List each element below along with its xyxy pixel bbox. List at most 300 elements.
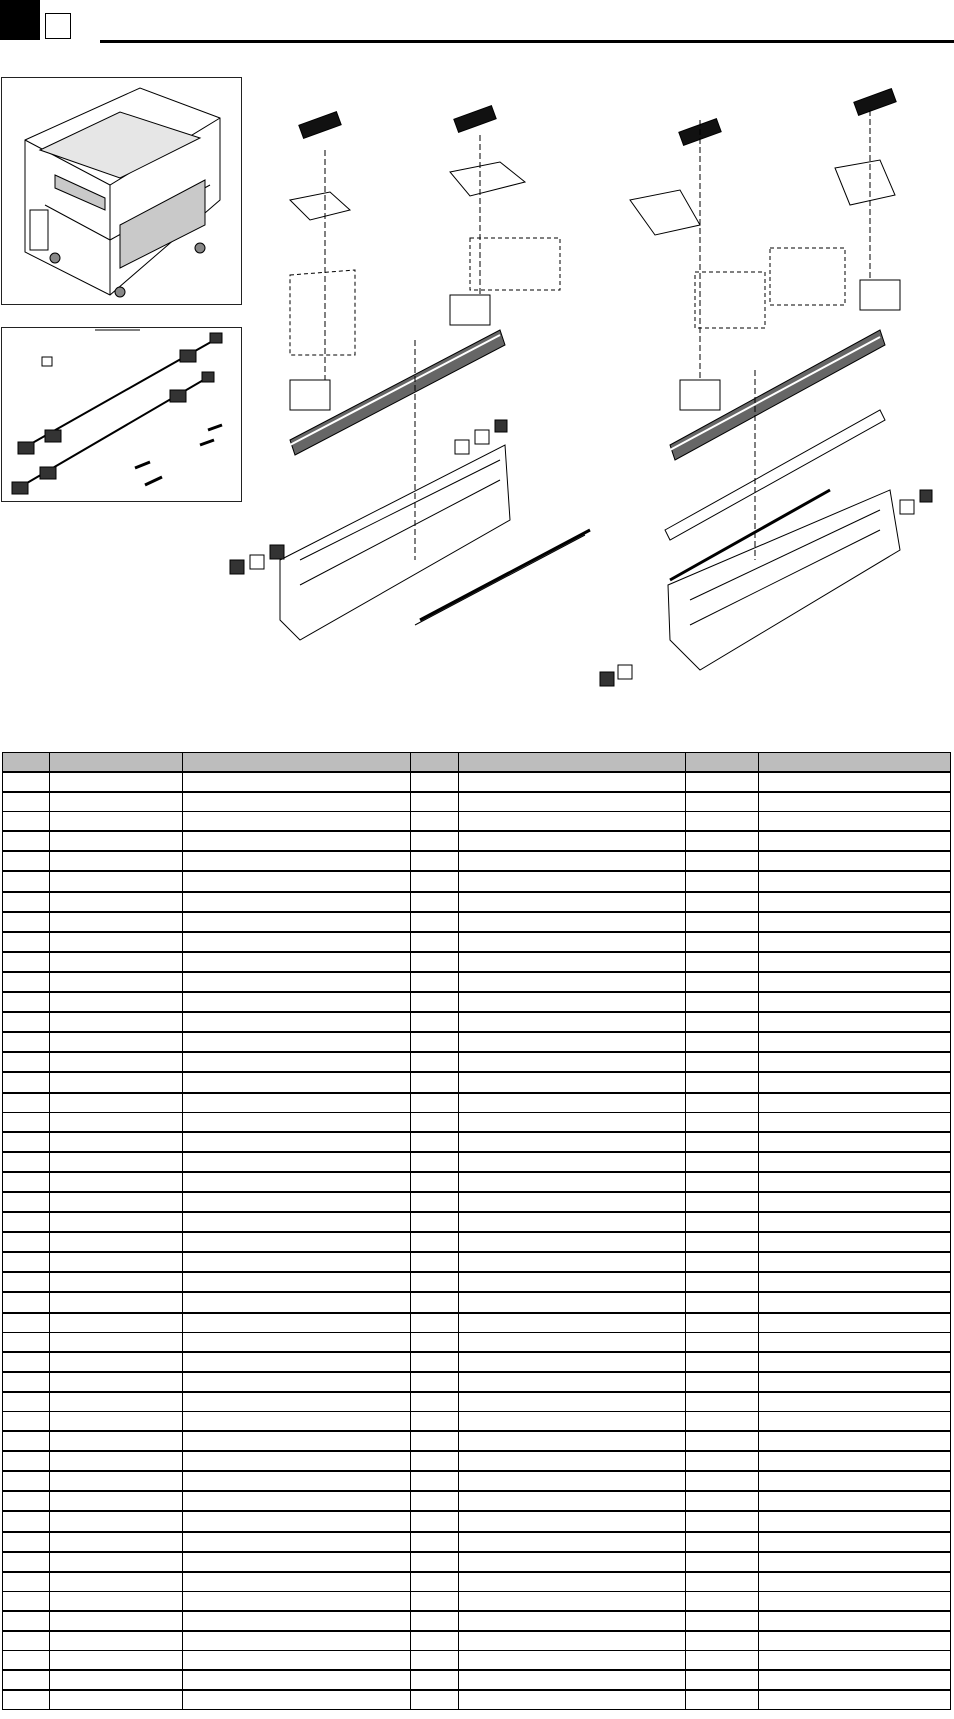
table-cell <box>3 1232 50 1252</box>
table-cell <box>459 1072 686 1092</box>
table-cell <box>183 1471 411 1491</box>
table-cell <box>686 1690 759 1710</box>
table-cell <box>459 1332 686 1352</box>
table-cell <box>759 1172 951 1192</box>
table-cell <box>183 1292 411 1312</box>
table-cell <box>3 1431 50 1451</box>
table-cell <box>759 1372 951 1392</box>
table-cell <box>411 1392 459 1412</box>
table-cell <box>183 1392 411 1412</box>
table-cell <box>411 892 459 912</box>
table-cell <box>459 1352 686 1372</box>
table-cell <box>50 1052 183 1072</box>
table-cell <box>3 1192 50 1212</box>
table-cell <box>411 1451 459 1471</box>
table-row <box>3 1611 951 1631</box>
table-cell <box>459 1670 686 1690</box>
table-cell <box>3 772 50 792</box>
table-cell <box>459 912 686 932</box>
table-cell <box>50 1132 183 1152</box>
table-cell <box>686 1132 759 1152</box>
table-cell <box>183 1552 411 1572</box>
table-cell <box>3 1052 50 1072</box>
table-cell <box>759 1532 951 1552</box>
table-cell <box>3 1611 50 1631</box>
left-exploded-assembly <box>230 106 590 640</box>
table-cell <box>759 851 951 871</box>
table-cell <box>759 1471 951 1491</box>
table-cell <box>411 1232 459 1252</box>
table-cell <box>50 1192 183 1212</box>
table-cell <box>3 952 50 972</box>
table-cell <box>183 1532 411 1552</box>
table-cell <box>50 912 183 932</box>
table-cell <box>459 1132 686 1152</box>
table-cell <box>686 1631 759 1651</box>
table-cell <box>459 812 686 832</box>
table-cell <box>459 1591 686 1611</box>
table-cell <box>183 972 411 992</box>
table-cell <box>183 912 411 932</box>
table-cell <box>183 1332 411 1352</box>
table-row <box>3 1292 951 1312</box>
table-cell <box>411 851 459 871</box>
table-row <box>3 772 951 792</box>
table-cell <box>50 792 183 812</box>
table-cell <box>759 912 951 932</box>
table-cell <box>50 1012 183 1032</box>
table-row <box>3 1471 951 1491</box>
table-cell <box>459 1392 686 1412</box>
table-cell <box>759 932 951 952</box>
table-cell <box>759 1052 951 1072</box>
table-row <box>3 1591 951 1611</box>
linear-guide-kit-illustration <box>12 330 222 494</box>
table-cell <box>459 1471 686 1491</box>
table-cell <box>3 1491 50 1511</box>
table-cell <box>3 1132 50 1152</box>
table-cell <box>411 1112 459 1132</box>
table-cell <box>411 1132 459 1152</box>
table-cell <box>411 972 459 992</box>
table-cell <box>459 1252 686 1272</box>
table-row <box>3 1651 951 1671</box>
table-cell <box>3 1332 50 1352</box>
table-row <box>3 1052 951 1072</box>
table-row <box>3 1431 951 1451</box>
table-cell <box>3 1252 50 1272</box>
table-cell <box>686 1611 759 1631</box>
table-cell <box>411 1670 459 1690</box>
table-cell <box>3 1651 50 1671</box>
table-cell <box>686 1032 759 1052</box>
table-cell <box>50 1072 183 1092</box>
table-cell <box>411 1631 459 1651</box>
table-cell <box>50 1313 183 1333</box>
col-header-quantity <box>411 753 459 773</box>
table-cell <box>686 1372 759 1392</box>
table-cell <box>686 1012 759 1032</box>
table-cell <box>183 1670 411 1690</box>
table-cell <box>3 1012 50 1032</box>
table-cell <box>459 1631 686 1651</box>
table-cell <box>459 932 686 952</box>
table-cell <box>459 1272 686 1292</box>
table-cell <box>183 851 411 871</box>
table-cell <box>459 1451 686 1471</box>
table-cell <box>3 1670 50 1690</box>
table-cell <box>759 1451 951 1471</box>
table-cell <box>686 992 759 1012</box>
table-row <box>3 1093 951 1113</box>
table-cell <box>686 1232 759 1252</box>
table-cell <box>686 1072 759 1092</box>
table-cell <box>459 1313 686 1333</box>
table-cell <box>50 1172 183 1192</box>
table-cell <box>459 1372 686 1392</box>
table-cell <box>411 1431 459 1451</box>
table-cell <box>411 1552 459 1572</box>
table-cell <box>411 1212 459 1232</box>
table-cell <box>459 1093 686 1113</box>
table-cell <box>3 1352 50 1372</box>
table-cell <box>411 1172 459 1192</box>
table-cell <box>411 1651 459 1671</box>
table-row <box>3 831 951 851</box>
table-cell <box>411 1352 459 1372</box>
table-cell <box>759 1112 951 1132</box>
table-cell <box>183 1132 411 1152</box>
table-cell <box>50 1112 183 1132</box>
table-cell <box>759 1212 951 1232</box>
table-cell <box>3 1591 50 1611</box>
table-cell <box>411 1471 459 1491</box>
table-cell <box>759 812 951 832</box>
table-row <box>3 1532 951 1552</box>
table-cell <box>183 1313 411 1333</box>
parts-table-header <box>3 753 951 773</box>
table-cell <box>686 772 759 792</box>
table-cell <box>411 932 459 952</box>
table-cell <box>459 1172 686 1192</box>
table-cell <box>686 792 759 812</box>
table-cell <box>183 1412 411 1432</box>
table-cell <box>759 1093 951 1113</box>
table-cell <box>459 831 686 851</box>
table-cell <box>183 1032 411 1052</box>
table-row <box>3 1552 951 1572</box>
table-row <box>3 1670 951 1690</box>
table-cell <box>411 1690 459 1710</box>
table-cell <box>411 992 459 1012</box>
table-cell <box>50 1332 183 1352</box>
table-cell <box>3 1292 50 1312</box>
table-cell <box>50 1572 183 1592</box>
table-cell <box>50 1392 183 1412</box>
col-header-no <box>3 753 50 773</box>
table-row <box>3 1252 951 1272</box>
table-cell <box>183 1272 411 1292</box>
table-row <box>3 952 951 972</box>
table-cell <box>183 992 411 1012</box>
table-cell <box>411 772 459 792</box>
table-cell <box>759 1611 951 1631</box>
table-cell <box>459 1611 686 1631</box>
table-cell <box>459 1412 686 1432</box>
table-cell <box>183 772 411 792</box>
table-cell <box>50 1591 183 1611</box>
table-cell <box>183 1112 411 1132</box>
table-cell <box>686 851 759 871</box>
table-cell <box>459 1572 686 1592</box>
table-cell <box>759 1352 951 1372</box>
table-cell <box>183 1172 411 1192</box>
table-cell <box>686 1552 759 1572</box>
table-cell <box>759 1012 951 1032</box>
table-cell <box>759 831 951 851</box>
table-cell <box>3 1032 50 1052</box>
table-row <box>3 1451 951 1471</box>
col-header-description <box>459 753 686 773</box>
col-header-qty-2 <box>686 753 759 773</box>
table-cell <box>459 1552 686 1572</box>
table-cell <box>50 892 183 912</box>
col-header-part-number <box>50 753 183 773</box>
table-cell <box>686 1252 759 1272</box>
table-cell <box>459 892 686 912</box>
table-cell <box>686 1651 759 1671</box>
table-cell <box>183 1152 411 1172</box>
table-cell <box>686 1352 759 1372</box>
table-cell <box>50 1651 183 1671</box>
table-cell <box>686 952 759 972</box>
table-cell <box>3 1690 50 1710</box>
table-cell <box>686 1451 759 1471</box>
table-cell <box>50 851 183 871</box>
table-row <box>3 1032 951 1052</box>
table-row <box>3 1412 951 1432</box>
table-cell <box>686 1591 759 1611</box>
table-cell <box>3 1631 50 1651</box>
table-cell <box>459 792 686 812</box>
table-cell <box>3 932 50 952</box>
table-cell <box>759 1272 951 1292</box>
table-row <box>3 1072 951 1092</box>
table-cell <box>50 1292 183 1312</box>
table-cell <box>459 1032 686 1052</box>
table-row <box>3 1511 951 1531</box>
table-cell <box>183 792 411 812</box>
table-cell <box>759 1332 951 1352</box>
table-cell <box>3 851 50 871</box>
table-cell <box>759 1412 951 1432</box>
table-cell <box>459 992 686 1012</box>
table-cell <box>3 1572 50 1592</box>
table-cell <box>183 1252 411 1272</box>
table-cell <box>686 1313 759 1333</box>
table-cell <box>50 1252 183 1272</box>
table-cell <box>759 892 951 912</box>
table-cell <box>411 812 459 832</box>
table-cell <box>3 912 50 932</box>
table-cell <box>411 1093 459 1113</box>
table-cell <box>686 892 759 912</box>
table-cell <box>183 1093 411 1113</box>
table-cell <box>50 1093 183 1113</box>
table-cell <box>183 1611 411 1631</box>
table-cell <box>411 912 459 932</box>
table-cell <box>759 1511 951 1531</box>
table-cell <box>50 1471 183 1491</box>
table-cell <box>183 1631 411 1651</box>
table-cell <box>50 831 183 851</box>
table-row <box>3 1313 951 1333</box>
table-cell <box>686 1112 759 1132</box>
table-row <box>3 1332 951 1352</box>
table-cell <box>411 1572 459 1592</box>
right-exploded-assembly <box>600 89 932 686</box>
table-cell <box>3 1532 50 1552</box>
table-cell <box>459 851 686 871</box>
table-cell <box>411 1272 459 1292</box>
table-row <box>3 1192 951 1212</box>
table-cell <box>50 871 183 891</box>
table-cell <box>3 1451 50 1471</box>
table-cell <box>411 1012 459 1032</box>
table-cell <box>50 972 183 992</box>
table-cell <box>759 772 951 792</box>
table-cell <box>50 1372 183 1392</box>
table-cell <box>183 1372 411 1392</box>
table-cell <box>50 1511 183 1531</box>
table-cell <box>50 1032 183 1052</box>
table-cell <box>759 972 951 992</box>
table-cell <box>686 1212 759 1232</box>
table-cell <box>759 1631 951 1651</box>
table-cell <box>686 1152 759 1172</box>
table-cell <box>50 1532 183 1552</box>
table-cell <box>686 1572 759 1592</box>
table-cell <box>3 1511 50 1531</box>
table-cell <box>411 1332 459 1352</box>
table-row <box>3 932 951 952</box>
table-row <box>3 1152 951 1172</box>
table-cell <box>459 1212 686 1232</box>
table-row <box>3 1132 951 1152</box>
table-cell <box>686 1272 759 1292</box>
col-header-part-name <box>183 753 411 773</box>
table-cell <box>50 1431 183 1451</box>
table-cell <box>459 1192 686 1212</box>
table-cell <box>50 1631 183 1651</box>
table-cell <box>50 812 183 832</box>
table-cell <box>759 1292 951 1312</box>
table-cell <box>759 1232 951 1252</box>
table-cell <box>686 831 759 851</box>
table-cell <box>50 1611 183 1631</box>
table-cell <box>686 932 759 952</box>
table-cell <box>686 1192 759 1212</box>
table-cell <box>411 871 459 891</box>
table-cell <box>3 1372 50 1392</box>
table-cell <box>50 1451 183 1471</box>
table-cell <box>459 772 686 792</box>
table-cell <box>411 1591 459 1611</box>
table-cell <box>50 932 183 952</box>
table-cell <box>411 1611 459 1631</box>
table-cell <box>50 1152 183 1172</box>
table-cell <box>759 1690 951 1710</box>
table-cell <box>183 1232 411 1252</box>
table-cell <box>686 1532 759 1552</box>
table-cell <box>759 1132 951 1152</box>
table-cell <box>459 1232 686 1252</box>
table-cell <box>411 1532 459 1552</box>
table-cell <box>183 1591 411 1611</box>
table-cell <box>183 1212 411 1232</box>
table-cell <box>3 1471 50 1491</box>
table-cell <box>411 1292 459 1312</box>
table-row <box>3 1272 951 1292</box>
col-header-remarks <box>759 753 951 773</box>
table-cell <box>459 972 686 992</box>
table-cell <box>759 952 951 972</box>
table-cell <box>3 1093 50 1113</box>
table-cell <box>411 1032 459 1052</box>
table-cell <box>459 871 686 891</box>
table-cell <box>459 1292 686 1312</box>
table-cell <box>3 1552 50 1572</box>
table-cell <box>50 992 183 1012</box>
table-cell <box>411 831 459 851</box>
table-cell <box>3 1212 50 1232</box>
table-cell <box>686 1511 759 1531</box>
table-cell <box>183 831 411 851</box>
table-cell <box>3 1272 50 1292</box>
table-cell <box>183 871 411 891</box>
table-cell <box>686 1093 759 1113</box>
table-cell <box>686 871 759 891</box>
table-cell <box>686 1412 759 1432</box>
table-cell <box>183 1651 411 1671</box>
table-cell <box>183 1511 411 1531</box>
table-cell <box>411 1052 459 1072</box>
table-cell <box>759 1252 951 1272</box>
table-cell <box>759 1032 951 1052</box>
table-cell <box>686 972 759 992</box>
table-row <box>3 871 951 891</box>
table-cell <box>411 1072 459 1092</box>
table-cell <box>183 1431 411 1451</box>
table-row <box>3 1491 951 1511</box>
table-cell <box>183 1451 411 1471</box>
table-cell <box>459 1431 686 1451</box>
table-row <box>3 1372 951 1392</box>
table-cell <box>3 892 50 912</box>
table-cell <box>686 1292 759 1312</box>
table-row <box>3 1232 951 1252</box>
table-cell <box>459 1651 686 1671</box>
table-cell <box>50 1212 183 1232</box>
table-cell <box>3 1152 50 1172</box>
table-row <box>3 1172 951 1192</box>
table-cell <box>686 1670 759 1690</box>
machine-overview-illustration <box>25 88 220 297</box>
table-cell <box>686 1172 759 1192</box>
table-cell <box>759 1192 951 1212</box>
table-cell <box>411 1491 459 1511</box>
table-cell <box>183 952 411 972</box>
